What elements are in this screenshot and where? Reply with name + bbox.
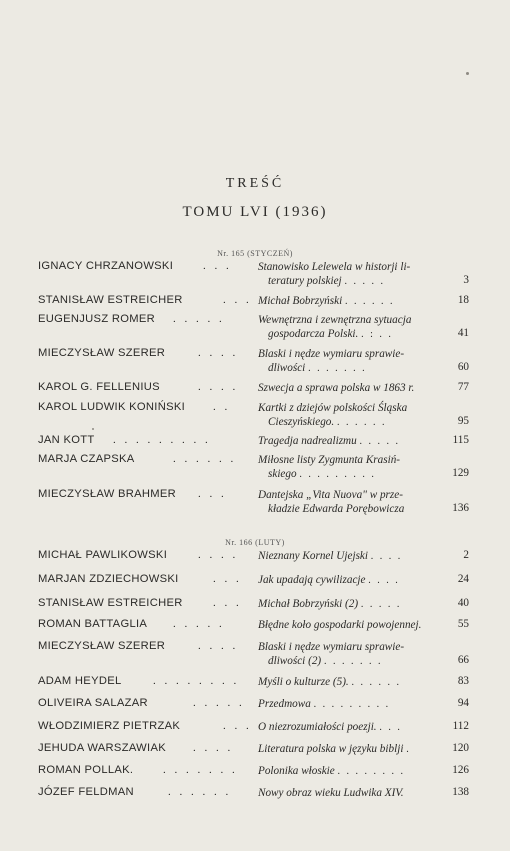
title-leader-dots: . . . . . . . . . [313,699,391,710]
page-number: 2 [463,549,469,561]
entry-title [258,347,444,376]
entry-title-line: Kartki z dziejów polskości Śląska [258,402,408,414]
title-leader-dots: . . . . . . . [308,363,367,374]
author-leader-dots: . . . [203,260,232,272]
author-leader-dots: . . [213,401,231,413]
entry-title-line: Myśli o kulturze (5). [258,676,349,688]
entry-title-continuation: Cieszyńskiego. [268,416,335,428]
entry-title-continuation: gospodarcza Polski. [268,328,359,340]
entry-title-line: Blaski i nędze wymiaru sprawie- [258,641,405,653]
entry-title-line: Dantejska „Vita Nuova" w prze- [258,489,403,501]
entry-author: KAROL G. FELLENIUS [38,381,160,393]
entry-title-line: Blaski i nędze wymiaru sprawie- [258,348,405,360]
title-leader-dots: . . . . . [359,436,401,447]
author-leader-dots: . . . . . . . . [153,675,240,687]
page-number: 3 [463,274,469,286]
entry-author: KAROL LUDWIK KONIŃSKI [38,401,186,413]
author-leader-dots: . . . . . . [168,786,232,798]
author-leader-dots: . . . [223,294,252,306]
entry-author: IGNACY CHRZANOWSKI [38,260,174,272]
author-leader-dots: . . . . . . . [163,764,238,776]
entry-title [258,401,444,430]
entry-title [258,573,444,588]
contents-title: TREŚĆ [225,176,285,191]
title-leader-dots: . . . . [370,551,403,562]
author-leader-dots: . . . . . . [173,453,237,465]
entry-title [258,381,444,396]
page-number: 94 [457,697,469,709]
entry-author: ADAM HEYDEL [38,675,122,687]
page-number: 112 [452,720,469,732]
entry-author: STANISŁAW ESTREICHER [38,597,183,609]
page-number: 66 [457,654,469,666]
page-number: 126 [452,764,469,776]
entry-title [258,720,444,735]
entry-author: EUGENJUSZ ROMER [38,313,156,325]
entry-title [258,488,444,517]
entry-title-line [258,502,444,517]
title-leader-dots: . . . . . . . [323,656,383,667]
entry-author: MARJA CZAPSKA [38,453,135,465]
title-leader-dots: . [406,744,411,755]
author-leader-dots: . . . . [198,640,239,652]
entry-author: WŁODZIMIERZ PIETRZAK [38,720,181,732]
entry-author: JEHUDA WARSZAWIAK [38,742,166,754]
page-number: 18 [457,294,469,306]
page-number: 129 [452,467,469,479]
page-number: 120 [452,742,469,754]
title-leader-dots: . . . . . [360,599,402,610]
entry-title-line: Literatura polska w języku biblji [258,743,404,755]
entry-title [258,697,444,712]
entry-title-line: Polonika włoskie [258,765,335,777]
author-leader-dots: . . . [198,488,227,500]
entry-author: ROMAN POLLAK. [38,764,134,776]
entry-title [258,742,444,757]
page-number: 115 [452,434,469,446]
entry-title-line [258,361,444,376]
entry-author: MARJAN ZDZIECHOWSKI [38,573,179,585]
entry-title-line [258,654,444,669]
entry-author: MIECZYSŁAW SZERER [38,640,166,652]
issue-heading: Nr. 165 (STYCZEŃ) [217,249,293,258]
entry-title-continuation: kładzie Edwarda Porębowicza [268,503,405,515]
entry-title [258,675,444,690]
page-number: 24 [457,573,469,585]
title-leader-dots: . . . . . . . . . [299,469,376,480]
page-number: 95 [457,415,469,427]
author-leader-dots: . . . . [198,347,239,359]
title-leader-dots: . . . . . . [336,417,387,428]
author-leader-dots: . . . [213,573,242,585]
entry-title [258,640,444,669]
title-leader-dots: . . . . . . . . [337,766,406,777]
entry-author: ROMAN BATTAGLIA [38,618,148,630]
page-number: 83 [457,675,469,687]
author-leader-dots: . . . . [198,549,239,561]
paper-speck [466,72,469,75]
title-leader-dots: . . . . . . [351,677,402,688]
entry-author: MIECZYSŁAW SZERER [38,347,166,359]
paper-speck [92,428,94,430]
entry-author: MICHAŁ PAWLIKOWSKI [38,549,168,561]
entry-author: JÓZEF FELDMAN [38,786,134,798]
author-leader-dots: . . . . . . . . . [113,434,211,446]
author-leader-dots: . . . . [193,742,234,754]
entry-title-line: Michał Bobrzyński (2) [258,598,359,610]
entry-author: JAN KOTT [38,434,95,446]
entry-title [258,618,444,633]
entry-title [258,549,444,564]
entry-title [258,294,444,309]
author-leader-dots: . . . . . [193,697,245,709]
page-number: 41 [457,327,469,339]
entry-title-continuation: teratury polskiej [268,275,342,287]
entry-title-line: Nowy obraz wieku Ludwika XIV. [258,787,404,799]
entry-author: OLIVEIRA SALAZAR [38,697,148,709]
entry-title-continuation: dliwości (2) [268,655,322,667]
entry-title [258,313,444,342]
page-number: 138 [452,786,469,798]
entry-title-line: Nieznany Kornel Ujejski [258,550,368,562]
title-leader-dots: . . . . . . [345,296,395,307]
entry-title [258,764,444,779]
entry-title [258,597,444,612]
title-leader-dots: . . . [379,722,402,733]
author-leader-dots: . . . . . [173,618,225,630]
page-number: 40 [457,597,469,609]
entry-title-line: Jak upadają cywilizacje [258,574,366,586]
title-leader-dots: . : . . [361,329,393,340]
entry-title-line: Szwecja a sprawa polska w 1863 r. [258,382,415,394]
title-leader-dots: . . . . [368,575,400,586]
page-number: 55 [457,618,469,630]
entry-title [258,434,444,449]
entry-author: MIECZYSŁAW BRAHMER [38,488,177,500]
page-number: 136 [452,502,469,514]
author-leader-dots: . . . [213,597,242,609]
page-number: 77 [457,381,469,393]
entry-title [258,786,444,801]
entry-title [258,453,444,482]
entry-title-line [258,327,444,342]
page-number: 60 [457,361,469,373]
issue-heading: Nr. 166 (LUTY) [225,538,285,547]
author-leader-dots: . . . [223,720,252,732]
entry-title-line: Michał Bobrzyński [258,295,343,307]
entry-author: STANISŁAW ESTREICHER [38,294,183,306]
entry-title-line [258,274,444,289]
entry-title-line: Przedmowa [258,698,311,710]
author-leader-dots: . . . . . [173,313,225,325]
title-leader-dots: . . . . . [344,276,385,287]
entry-title-line: Tragedja nadrealizmu [258,435,357,447]
entry-title-line: Błędne koło gospodarki powojennej. [258,619,422,631]
entry-title-continuation: skiego [268,468,297,480]
entry-title-line: Miłosne listy Zygmunta Krasiń- [258,454,401,466]
entry-title-line [258,415,444,430]
entry-title [258,260,444,289]
entry-title-line [258,467,444,482]
entry-title-line: O niezrozumiałości poezji. [258,721,377,733]
author-leader-dots: . . . . [198,381,239,393]
entry-title-line: Stanowisko Lelewela w historji li- [258,261,411,273]
entry-title-line: Wewnętrzna i zewnętrzna sytuacja [258,314,412,326]
volume-title: TOMU LVI (1936) [182,204,328,220]
entry-title-continuation: dliwości [268,362,306,374]
